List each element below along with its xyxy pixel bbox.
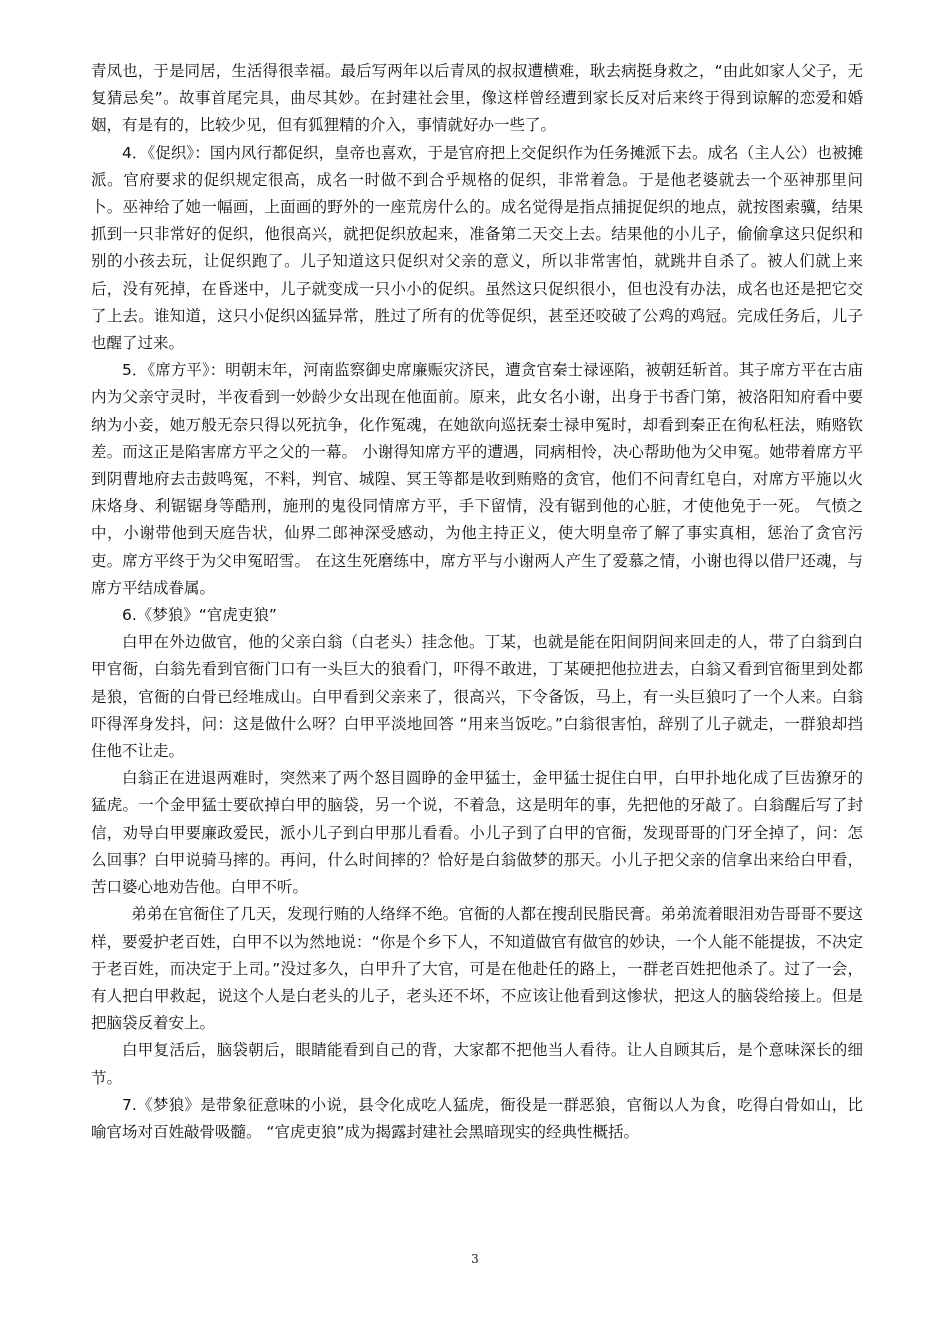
paragraph-qingfeng-ending: 青凤也，于是同居，生活得很幸福。最后写两年以后青凤的叔叔遭横难，耿去病挺身救之，“由此如家人父子，无复猜忌矣”。故事首尾完具，曲尽其妙。在封建社会里，像这样曾经遭到家长反对后来终于得到谅解的恋爱和婚姻，有是有的，比较少见，但有狐狸精的介入，事情就好办一些了。 bbox=[91, 62, 863, 135]
paragraph-cuzhi: 4．《促织》：国内风行都促织，皇帝也喜欢，于是官府把上交促织作为任务摊派下去。成名（主人公）也被摊派。官府要求的促织规定很高，成名一时做不到合乎规格的促织，非常着急。于是他老婆就去一个巫神那里问卜。巫神给了她一幅画，上面画的野外的一座荒房什么的。成名觉得是指点捕捉促织的地点，就按图索骥，结果抓到一只非常好的促织，他很高兴，就把促织放起来，准备第二天交上去。结果他的小儿子，偷偷拿这只促织和别的小孩去玩，让促织跑了。儿子知道这只促织对父亲的意义，所以非常害怕，就跳井自杀了。被人们就上来后，没有死掉，在昏迷中，儿子就变成一只小小的促织。虽然这只促织很小，但也没有办法，成名也还是把它交了上去。谁知道，这只小促织凶猛异常，胜过了所有的优等促织，甚至还咬破了公鸡的鸡冠。完成任务后，儿子也醒了过来。 bbox=[91, 143, 863, 353]
paragraph-menglang-2: 白翁正在进退两难时，突然来了两个怒目圆睁的金甲猛士，金甲猛士捉住白甲，白甲扑地化成了巨齿獠牙的猛虎。一个金甲猛士要砍掉白甲的脑袋，另一个说，不着急，这是明年的事，先把他的牙敲了。白翁醒后写了封信，劝导白甲要廉政爱民，派小儿子到白甲那儿看看。小儿子到了白甲的官衙，发现哥哥的门牙全掉了，问：怎么回事？白甲说骑马摔的。再问，什么时间摔的？恰好是白翁做梦的那天。小儿子把父亲的信拿出来给白甲看，苦口婆心地劝告他。白甲不听。 bbox=[91, 769, 863, 897]
paragraph-menglang-1: 白甲在外边做官，他的父亲白翁（白老头）挂念他。丁某，也就是能在阳间阴间来回走的人，带了白翁到白甲官衙，白翁先看到官衙门口有一头巨大的狼看门，吓得不敢进，丁某硬把他拉进去，白翁又看到官衙里到处都是狼，官衙的白骨已经堆成山。白甲看到父亲来了，很高兴，下令备饭，马上，有一头巨狼叼了一个人来。白翁吓得浑身发抖，问：这是做什么呀？白甲平淡地回答 “用来当饭吃。”白翁很害怕，辞别了儿子就走，一群狼却挡住他不让走。 bbox=[91, 633, 863, 761]
document-body bbox=[91, 58, 863, 1146]
page-number: 3 bbox=[471, 1252, 479, 1266]
paragraph-menglang-4: 白甲复活后，脑袋朝后，眼睛能看到自己的背，大家都不把他当人看待。让人自顾其后，是个意味深长的细节。 bbox=[91, 1041, 863, 1087]
paragraph-xifangping: 5．《席方平》：明朝末年，河南监察御史席廉赈灾济民，遭贪官秦士禄诬陷，被朝廷斩首。其子席方平在古庙内为父亲守灵时，半夜看到一妙龄少女出现在他面前。原来，此女名小谢，出身于书香门第，被洛阳知府看中要纳为小妾，她万般无奈只得以死抗争，化作冤魂，在她欲向巡抚秦士禄申冤时，却看到秦正在徇私枉法，贿赂钦差。而这正是陷害席方平之父的一幕。 小谢得知席方平的遭遇，同病相怜，决心帮助他为父申冤。她带着席方平到阴曹地府去击鼓鸣冤，不料，判官、城隍、冥王等都是收到贿赂的贪官，他们不问青红皂白，对席方平施以火床烙身、利锯锯身等酷刑，施刑的鬼役同情席方平，手下留情，没有锯到他的心脏，才使他免于一死。 气愤之中，小谢带他到天庭告状，仙界二郎神深受感动，为他主持正义，使大明皇帝了解了事实真相，惩治了贪官污吏。席方平终于为父申冤昭雪。 在这生死磨练中，席方平与小谢两人产生了爱慕之情，小谢也得以借尸还魂，与席方平结成眷属。 bbox=[91, 361, 863, 597]
paragraph-menglang-3: 弟弟在官衙住了几天，发现行贿的人络绎不绝。官衙的人都在搜刮民脂民膏。弟弟流着眼泪劝告哥哥不要这样，要爱护老百姓，白甲不以为然地说：“你是个乡下人，不知道做官有做官的妙诀，一个人能不能提拔，不决定于老百姓，而决定于上司。”没过多久，白甲升了大官，可是在他赴任的路上，一群老百姓把他杀了。过了一会，有人把白甲救起，说这个人是白老头的儿子，老头还不坏，不应该让他看到这惨状，把这人的脑袋给接上。但是把脑袋反着安上。 bbox=[91, 905, 863, 1033]
section-heading-menglang: 6.《梦狼》“官虎吏狼” bbox=[122, 606, 277, 625]
paragraph-menglang-summary: 7.《梦狼》是带象征意味的小说，县令化成吃人猛虎，衙役是一群恶狼，官衙以人为食，吃得白骨如山，比喻官场对百姓敲骨吸髓。 “官虎吏狼”成为揭露封建社会黑暗现实的经典性概括。 bbox=[91, 1095, 863, 1141]
